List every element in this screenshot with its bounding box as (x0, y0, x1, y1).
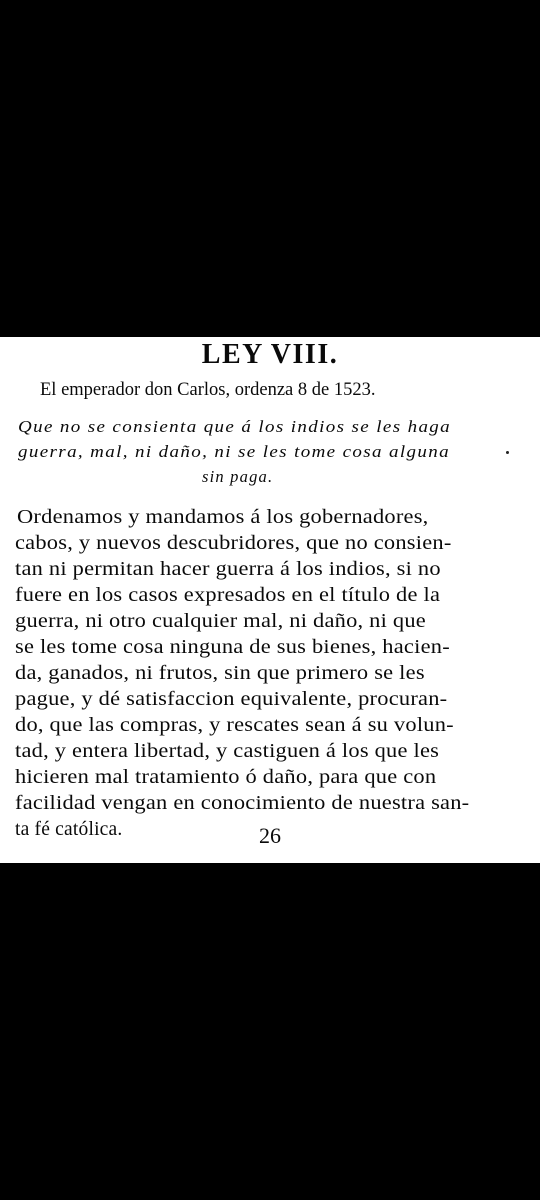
body-line: do, que las compras, y rescates sean á su volun- (15, 715, 454, 736)
summary-line: guerra, mal, ni daño, ni se les tome cosa alguna (18, 442, 451, 461)
body-line: da, ganados, ni frutos, sin que primero se les (15, 663, 425, 684)
body-line: ta fé católica. (15, 819, 123, 840)
body-line: tan ni permitan hacer guerra á los indios, si no (15, 559, 441, 580)
body-line: tad, y entera libertad, y castiguen á los que les (15, 741, 440, 762)
summary-line: Que no se consienta que á los indios se les haga (18, 417, 452, 436)
body-line: hicieren mal tratamiento ó daño, para que con (15, 767, 437, 788)
body-line: fuere en los casos expresados en el título de la (15, 585, 441, 606)
document-page (0, 337, 540, 863)
body-line: pague, y dé satisfaccion equivalente, procuran- (15, 689, 448, 710)
body-line: se les tome cosa ninguna de sus bienes, hacien- (15, 637, 450, 658)
law-subtitle: El emperador don Carlos, ordenza 8 de 1523. (40, 380, 376, 400)
body-line: cabos, y nuevos descubridores, que no consien- (15, 533, 452, 554)
law-title: LEY VIII. (201, 339, 339, 370)
stray-dot (506, 451, 509, 454)
body-line: facilidad vengan en conocimiento de nuestra san- (15, 793, 470, 814)
page-number: 26 (259, 823, 281, 848)
summary-line: sin paga. (202, 467, 274, 486)
body-line: guerra, ni otro cualquier mal, ni daño, ni que (15, 611, 426, 632)
body-line: Ordenamos y mandamos á los gobernadores, (17, 507, 429, 528)
